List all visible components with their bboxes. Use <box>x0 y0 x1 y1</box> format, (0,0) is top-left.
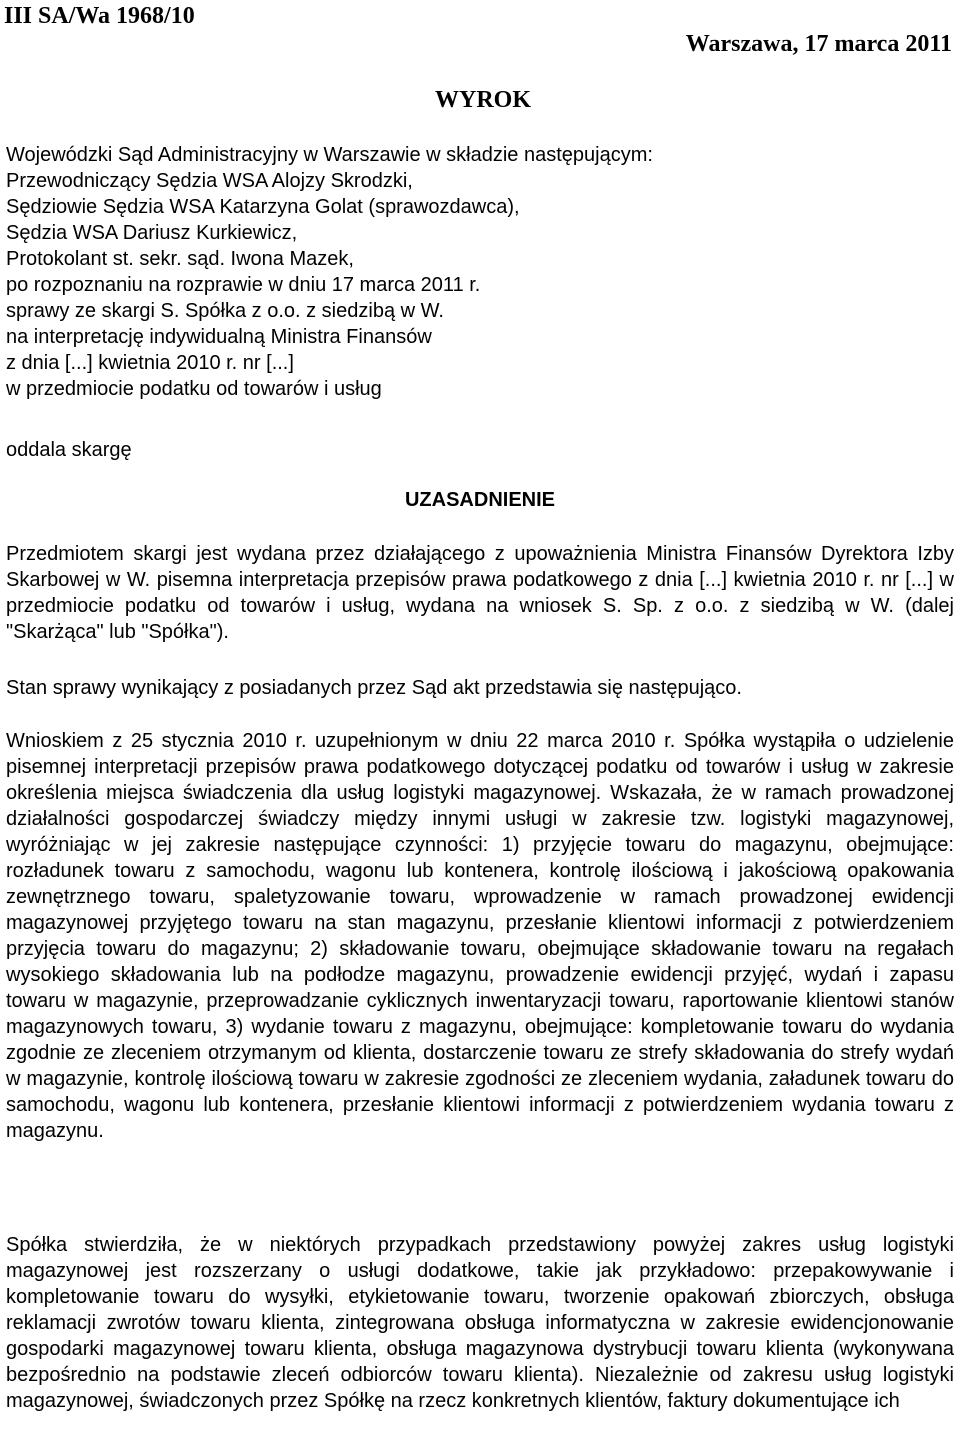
court-line: na interpretację indywidualną Ministra Finansów <box>6 326 432 348</box>
court-line: Protokolant st. sekr. sąd. Iwona Mazek, <box>6 248 354 270</box>
justification-paragraph: Wnioskiem z 25 stycznia 2010 r. uzupełnionym w dniu 22 marca 2010 r. Spółka wystąpiła o udzielenie pisemnej interpretacji przepisów prawa podatkowego dotyczącej podatku od towarów i usług w zakresie określenia miejsca świadczenia dla usług logistyki magazynowej. Wskazała, że w ramach prowadzonej działalności gospodarczej świadczy między innymi usługi w zakresie tzw. logistyki magazynowej, wyróżniając w jej zakresie następujące czynności: 1) przyjęcie towaru do magazynu, obejmujące: rozładunek towaru z samochodu, wagonu lub kontenera, kontrolę ilościową i jakościową opakowania zewnętrznego towaru, spaletyzowanie towaru, wprowadzenie w ramach prowadzonej ewidencji magazynowej przyjętego towaru na stan magazynu, przesłanie klientowi informacji z potwierdzeniem przyjęcia towaru do magazynu; 2) składowanie towaru, obejmujące składowanie towaru na regałach wysokiego składowania lub na podłodze magazynu, prowadzenie ewidencji przyjęć, wydań i zapasu towaru w magazynie, przeprowadzanie cyklicznych inwentaryzacji towaru, raportowanie klientowi stanów magazynowych towaru, 3) wydanie towaru z magazynu, obejmujące: kompletowanie towaru do wydania zgodnie ze zleceniem otrzymanym od klienta, dostarczenie towaru ze strefy składowania do strefy wydań w magazynie, kontrolę ilościową towaru w zakresie zgodności ze zleceniem wydania, załadunek towaru do samochodu, wagonu lub kontenera, przesłanie klientowi informacji z potwierdzeniem wydania towaru z magazynu. <box>6 730 954 1142</box>
court-line: w przedmiocie podatku od towarów i usług <box>6 378 382 400</box>
court-line: Sędziowie Sędzia WSA Katarzyna Golat (sprawozdawca), <box>6 196 520 218</box>
court-line: sprawy ze skargi S. Spółka z o.o. z siedzibą w W. <box>6 300 444 322</box>
verdict-title: WYROK <box>435 87 531 113</box>
court-line: Sędzia WSA Dariusz Kurkiewicz, <box>6 222 298 244</box>
ruling: oddala skargę <box>6 439 132 461</box>
justification-paragraph: Stan sprawy wynikający z posiadanych przez Sąd akt przedstawia się następująco. <box>6 677 742 699</box>
document-date: Warszawa, 17 marca 2011 <box>685 31 952 57</box>
court-line: po rozpoznaniu na rozprawie w dniu 17 marca 2011 r. <box>6 274 481 296</box>
justification-paragraph: Spółka stwierdziła, że w niektórych przypadkach przedstawiony powyżej zakres usług logistyki magazynowej jest rozszerzany o usługi dodatkowe, takie jak przykładowo: przepakowywanie i kompletowanie towaru do wysyłki, etykietowanie towaru, tworzenie opakowań zbiorczych, obsługa reklamacji zwrotów towaru klienta, zintegrowana obsługa informatyczna w zakresie ewidencjonowanie gospodarki magazynowej towaru klienta, obsługa magazynowa dystrybucji towaru klienta (wykonywana bezpośrednio na podstawie zleceń odbiorców towaru klienta). Niezależnie od zakresu usług logistyki magazynowej, świadczonych przez Spółkę na rzecz konkretnych klientów, faktury dokumentujące ich <box>6 1234 954 1412</box>
justification-paragraph: Przedmiotem skargi jest wydana przez działającego z upoważnienia Ministra Finansów Dyrektora Izby Skarbowej w W. pisemna interpretacja przepisów prawa podatkowego z dnia [...] kwietnia 2010 r. nr [...] w przedmiocie podatku od towarów i usług, wydana na wniosek S. Sp. z o.o. z siedzibą w W. (dalej "Skarżąca" lub "Spółka"). <box>6 543 954 643</box>
court-composition <box>6 142 946 402</box>
court-line: Wojewódzki Sąd Administracyjny w Warszawie w składzie następującym: <box>6 144 653 166</box>
court-line: z dnia [...] kwietnia 2010 r. nr [...] <box>6 352 294 374</box>
justification-heading: UZASADNIENIE <box>404 489 555 511</box>
case-id: III SA/Wa 1968/10 <box>4 3 195 29</box>
court-line: Przewodniczący Sędzia WSA Alojzy Skrodzki, <box>6 170 413 192</box>
